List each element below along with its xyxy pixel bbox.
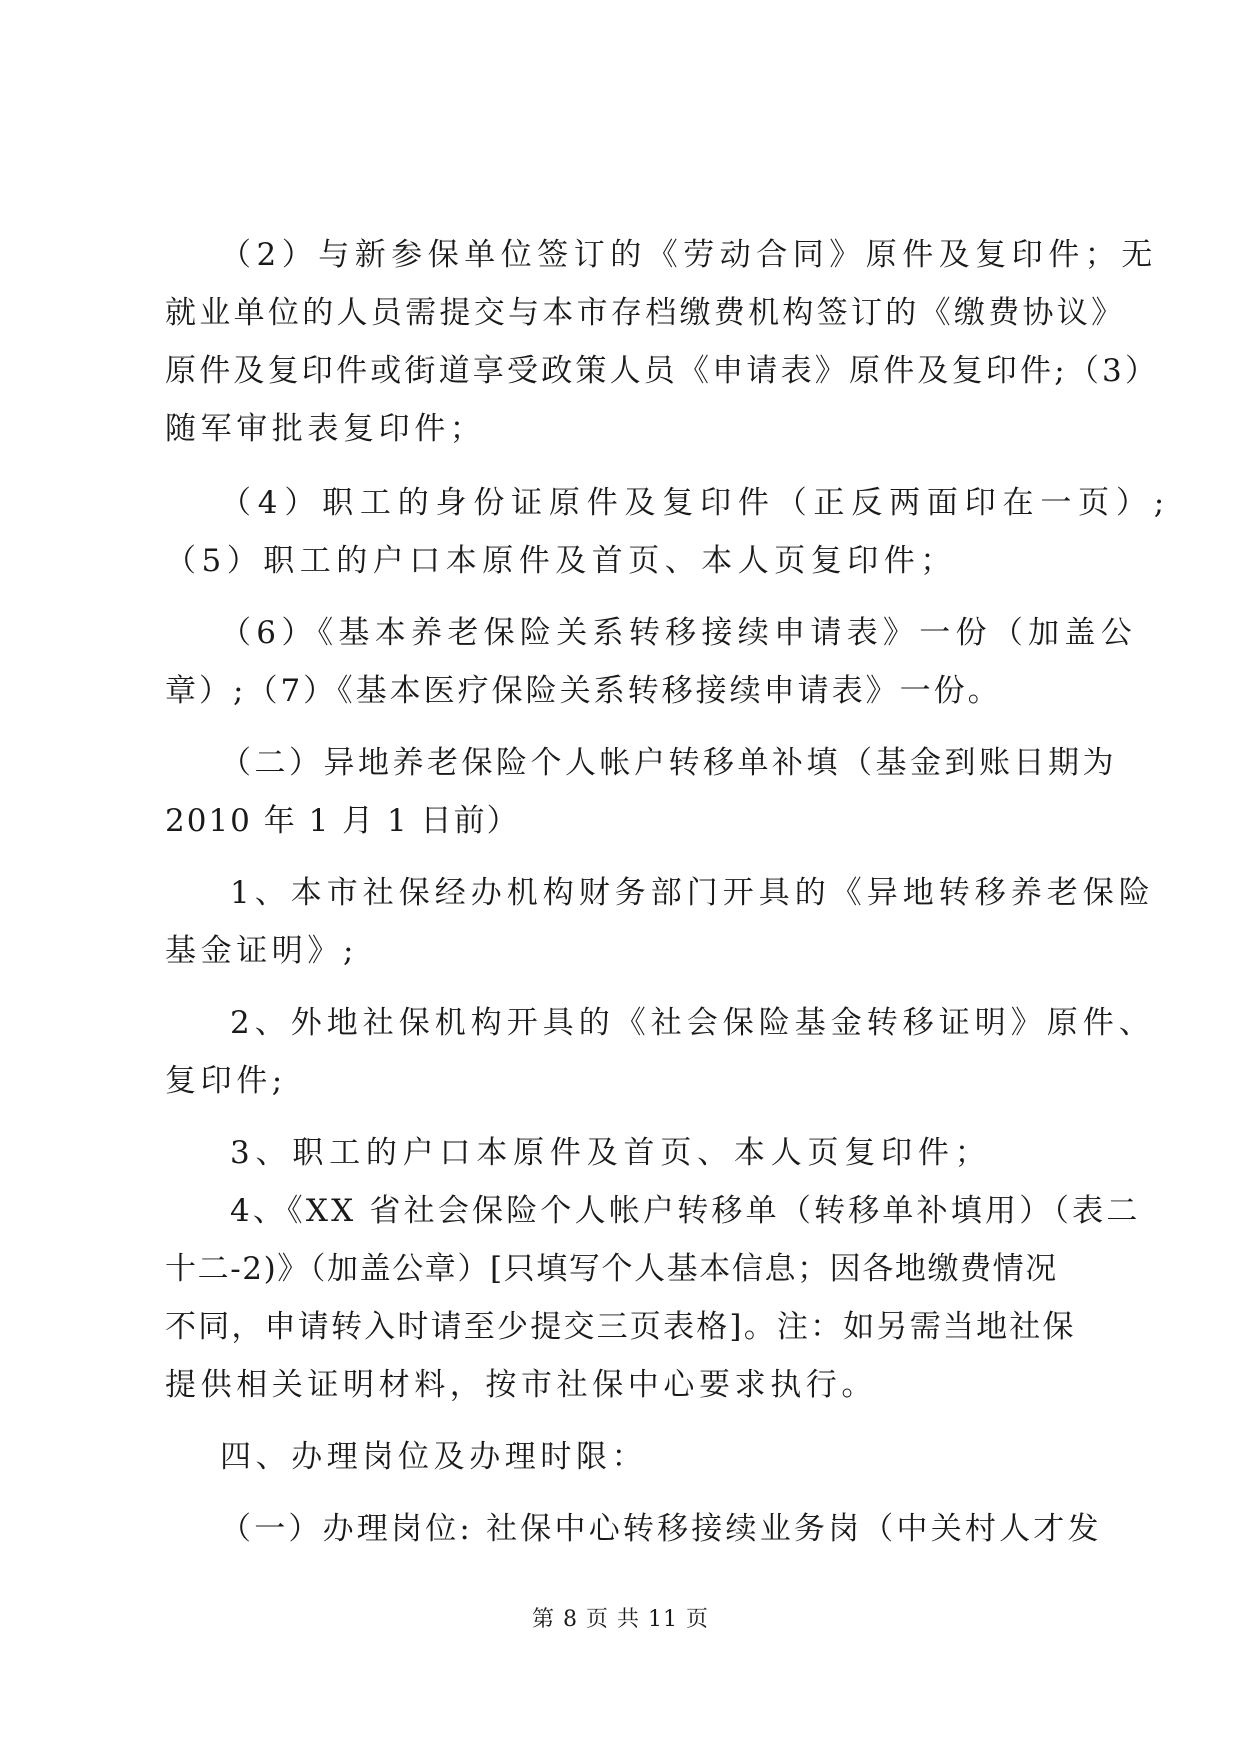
paragraph-line: 2、外地社保机构开具的《社会保险基金转移证明》原件、 [230,1005,1155,1041]
paragraph-line: 就业单位的人员需提交与本市存档缴费机构签订的《缴费协议》 [165,295,1126,331]
paragraph-line: 四、办理岗位及办理时限： [220,1439,648,1475]
page-footer: 第 8 页 共 11 页 [532,1607,709,1632]
paragraph-line: 2010 年 1 月 1 日前） [165,803,520,839]
paragraph-line: 提供相关证明材料，按市社保中心要求执行。 [165,1367,877,1403]
paragraph-line: 4、《XX 省社会保险个人帐户转移单（转移单补填用）（表二 [230,1193,1141,1229]
paragraph-line: 复印件; [165,1063,287,1099]
paragraph-line: 十二-2)》（加盖公章）[只填写个人基本信息；因各地缴费情况 [165,1251,1058,1287]
paragraph-line: （二）异地养老保险个人帐户转移单补填（基金到账日期为 [220,745,1117,781]
paragraph-line: 基金证明》; [165,933,359,969]
paragraph-line: （2）与新参保单位签订的《劳动合同》原件及复印件；无 [220,237,1158,273]
paragraph-line: 3、职工的户口本原件及首页、本人页复印件； [230,1135,992,1171]
paragraph-line: （4）职工的身份证原件及复印件（正反两面印在一页）; [220,485,1171,521]
paragraph-line: 原件及复印件或街道享受政策人员《申请表》原件及复印件;（3） [165,353,1160,389]
paragraph-line: 不同，申请转入时请至少提交三页表格]。注：如另需当地社保 [165,1309,1076,1345]
paragraph-line: 章）;（7）《基本医疗保险关系转移接续申请表》一份。 [165,673,1002,709]
paragraph-line: 随军审批表复印件； [165,411,486,447]
paragraph-line: 1、本市社保经办机构财务部门开具的《异地转移养老保险 [230,875,1155,911]
paragraph-line: （5）职工的户口本原件及首页、本人页复印件； [165,543,957,579]
paragraph-line: （6）《基本养老保险关系转移接续申请表》一份（加盖公 [220,615,1138,651]
paragraph-line: （一）办理岗位: 社保中心转移接续业务岗（中关村人才发 [220,1511,1102,1547]
